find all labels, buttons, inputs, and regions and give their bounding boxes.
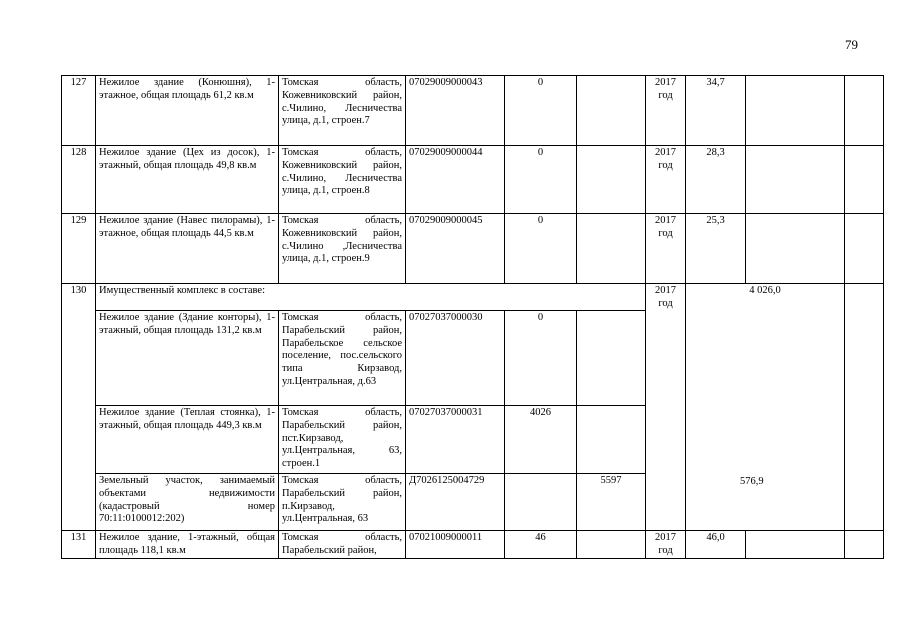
value-cell: 0 [505,214,577,284]
object-description: Нежилое здание (Навес пилорамы), 1-этажное, общая площадь 44,5 кв.м [96,214,279,284]
object-description: Нежилое здание (Цех из досок), 1-этажный, общая площадь 49,8 кв.м [96,146,279,214]
registry-code: 07021009000011 [406,531,505,559]
row-number: 127 [62,76,96,146]
empty-cell [746,531,845,559]
object-address: Томская область, Парабельский район, п.Кирзавод, ул.Центральная, 63 [279,474,406,531]
row-number: 129 [62,214,96,284]
value-cell: 0 [505,146,577,214]
empty-cell [746,76,845,146]
year-cell: 2017 год [646,214,686,284]
page-number: 79 [845,37,858,52]
empty-cell [845,531,884,559]
object-description: Нежилое здание (Теплая стоянка), 1-этажный, общая площадь 449,3 кв.м [96,406,279,474]
value-cell: 4026 [505,406,577,474]
area-cell: 46,0 [686,531,746,559]
row-number: 128 [62,146,96,214]
object-address: Томская область, Парабельский район, Парабельское сельское поселение, пос.сельского типа Кирзавод, ул.Центральная, д.63 [279,311,406,406]
object-description: Нежилое здание, 1-этажный, общая площадь 118,1 кв.м [96,531,279,559]
value-cell: 5597 [577,474,646,531]
registry-code: 07027037000030 [406,311,505,406]
object-description: Нежилое здание (Конюшня), 1-этажное, общая площадь 61,2 кв.м [96,76,279,146]
table-row [62,76,884,146]
object-address: Томская область, Парабельский район, пст.Кирзавод, ул.Центральная, 63, строен.1 [279,406,406,474]
registry-code: 07029009000044 [406,146,505,214]
merged-area-cell [686,311,845,531]
empty-cell [845,76,884,146]
empty-cell [746,214,845,284]
area-cell: 4 026,0 [686,284,845,311]
value-cell: 0 [505,311,577,406]
empty-cell [577,76,646,146]
empty-cell [505,474,577,531]
object-description: Земельный участок, занимаемый объектами недвижимости (кадастровый номер 70:11:0100012:202) [96,474,279,531]
year-cell: 2017 год [646,284,686,531]
object-address: Томская область, Кожевниковский район, с.Чилино ,Лесничества улица, д.1, строен.9 [279,214,406,284]
value-cell: 0 [505,76,577,146]
empty-cell [577,311,646,406]
empty-cell [577,214,646,284]
empty-cell [845,284,884,531]
year-cell: 2017 год [646,146,686,214]
table-row [62,214,884,284]
table-row [62,146,884,214]
object-description: Нежилое здание (Здание конторы), 1-этажный, общая площадь 131,2 кв.м [96,311,279,406]
year-cell: 2017 год [646,531,686,559]
object-address: Томская область, Кожевниковский район, с.Чилино, Лесничества улица, д.1, строен.7 [279,76,406,146]
table-row [62,311,884,406]
empty-cell [577,146,646,214]
value-cell: 46 [505,531,577,559]
row-number: 130 [62,284,96,531]
area-cell: 25,3 [686,214,746,284]
object-address: Томская область, Кожевниковский район, с.Чилино, Лесничества улица, д.1, строен.8 [279,146,406,214]
area-cell: 34,7 [686,76,746,146]
row-number: 131 [62,531,96,559]
table-row [62,284,884,311]
empty-cell [746,146,845,214]
year-cell: 2017 год [646,76,686,146]
registry-code: 07027037000031 [406,406,505,474]
empty-cell [845,146,884,214]
complex-title: Имущественный комплекс в составе: [96,284,646,311]
registry-code: 07029009000045 [406,214,505,284]
table-row [62,531,884,559]
registry-code: 07029009000043 [406,76,505,146]
registry-code: Д7026125004729 [406,474,505,531]
empty-cell [577,406,646,474]
empty-cell [577,531,646,559]
empty-cell [845,214,884,284]
area-extra-value: 576,9 [740,476,764,487]
object-address: Томская область, Парабельский район, [279,531,406,559]
area-cell: 28,3 [686,146,746,214]
